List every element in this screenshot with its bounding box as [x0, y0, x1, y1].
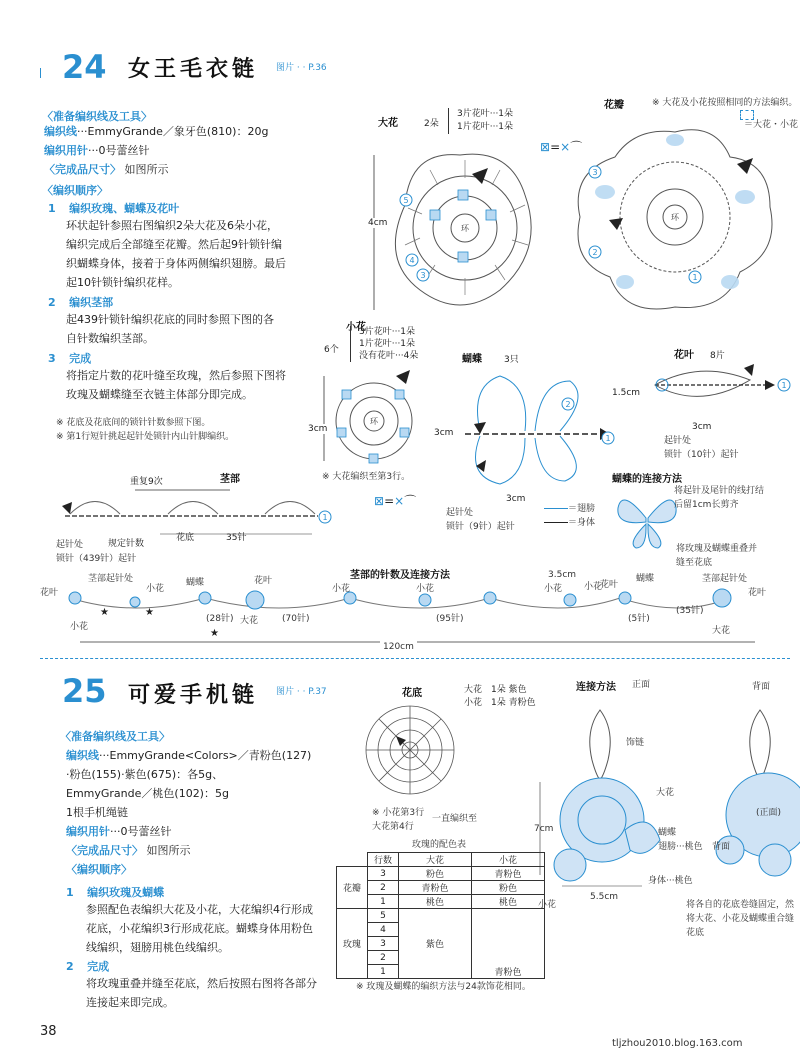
note-line: 1片花叶···1朵	[359, 339, 416, 349]
legend-swatch	[740, 110, 754, 120]
svg-text:1: 1	[605, 434, 611, 443]
text-line: 将指定片数的花叶缝至玫瑰，然后参照下图将	[66, 369, 286, 382]
base-diagram	[360, 700, 460, 800]
table-cell: 紫色	[399, 909, 472, 979]
text-line: 起439针锁针编织花底的同时参照下图的各	[66, 313, 274, 326]
base-note	[372, 806, 424, 834]
connect-line: 将起针及尾针的线打结	[674, 486, 765, 496]
start-count: 锁针（10针）起针	[664, 450, 739, 460]
stem-fixed: 规定针数	[108, 539, 145, 549]
step-title: 编织玫瑰及蝴蝶	[87, 886, 165, 899]
start-label: 起针处	[664, 436, 692, 446]
table-cell: 1	[368, 965, 399, 979]
section-24-number: 24	[62, 48, 107, 86]
petal-title: 花瓣	[604, 100, 624, 111]
connect-title: 蝴蝶的连接方法	[612, 474, 682, 485]
table-cell: 青粉色	[472, 867, 545, 881]
map-label-small: 小花	[584, 582, 603, 592]
notes-24	[56, 416, 234, 444]
big-flower-diagram	[360, 130, 550, 315]
legend-wing: ＝翅膀	[568, 504, 596, 514]
step-2	[48, 294, 113, 310]
title-marker	[40, 68, 45, 78]
size-label: 〈完成品尺寸〉	[44, 163, 121, 176]
step-1	[48, 200, 179, 216]
size-value: 如图所示	[124, 163, 169, 176]
start-label: 起针处	[446, 508, 474, 518]
note-line: 3片花叶···1朵	[359, 327, 416, 337]
label-small: 小花	[538, 900, 557, 910]
text-line: 将玫瑰重叠并缝至花底，然后按照右图将各部分	[86, 977, 317, 990]
note-line: 3片花叶···1朵	[457, 109, 514, 119]
svg-text:4: 4	[409, 256, 415, 265]
butterfly-width: 3cm	[506, 494, 526, 504]
map-label-leaf: 花叶	[600, 580, 619, 590]
note-line: 1片花叶···1朵	[457, 122, 514, 132]
connect-line: 缝至花底	[676, 558, 713, 568]
text-line: 连接起来即完成。	[86, 996, 174, 1009]
svg-text:1: 1	[322, 513, 328, 522]
small-flower-title: 小花	[346, 322, 366, 333]
step-1-text	[66, 216, 316, 292]
map-label-small: 小花	[416, 584, 435, 594]
map-label-leaf: 花叶	[254, 576, 273, 586]
label-back-inner: 背面	[712, 842, 731, 852]
section-divider	[40, 658, 790, 659]
yarn-value: ·粉色(155)·紫色(675)：各5g、	[66, 768, 224, 781]
map-total: 120cm	[380, 640, 417, 654]
connect-butterfly-icon	[612, 488, 682, 553]
note-line: 没有花叶···4朵	[359, 351, 419, 361]
step-3	[48, 350, 91, 366]
yarn-value: EmmyGrande／桃色(102)：5g	[66, 787, 229, 800]
leaf-diagram	[640, 360, 795, 420]
step-2-num: 2	[48, 296, 56, 309]
small-flower-note: ※ 大花编织至第3行。	[322, 472, 411, 482]
step-25-1	[66, 884, 164, 900]
base-big: 大花 1朵 紫色	[464, 685, 527, 695]
table-cell: 5	[368, 909, 399, 923]
leaf-width: 3cm	[692, 422, 712, 432]
map-label-butterfly: 蝴蝶	[186, 578, 205, 588]
step-25-1-text	[86, 900, 313, 957]
map-label-small: 小花	[332, 584, 351, 594]
section-25-photo-ref: 图片 · · P.37	[276, 687, 327, 697]
map-count: (95针)	[436, 614, 464, 624]
svg-text:2: 2	[592, 248, 598, 257]
map-label-small: 小花	[146, 584, 165, 594]
petal-diagram	[565, 112, 785, 322]
table-cell: 1	[368, 895, 399, 909]
small-flower-count: 6个	[324, 345, 339, 355]
step-title: 完成	[87, 960, 110, 973]
yarn-label: 编织线	[66, 749, 99, 762]
note-line: 将大花、小花及蝴蝶重合缝	[686, 914, 795, 924]
needle-label: 编织用针	[44, 144, 88, 157]
label-chain: 饰链	[626, 738, 645, 748]
table-cell: 桃色	[399, 895, 472, 909]
step-25-2	[66, 958, 109, 974]
svg-text:5: 5	[403, 196, 409, 205]
svg-text:★: ★	[145, 607, 154, 618]
map-label-big: 大花	[712, 626, 731, 636]
map-label-small: 小花	[544, 584, 563, 594]
map-label-leaf: 花叶	[40, 588, 59, 598]
text-line: 花底，小花编织3行形成花底。蝴蝶身体用粉色	[86, 922, 313, 935]
table-cell: 粉色	[472, 881, 545, 895]
start-label: 起针处	[56, 540, 84, 550]
small-flower-diagram	[312, 366, 432, 466]
map-label-big: 大花	[240, 616, 259, 626]
connect-text-1	[674, 484, 764, 512]
needle-label: 编织用针	[66, 825, 110, 838]
petal-legend: ＝大花・小花	[744, 120, 799, 130]
table-cell: 3	[368, 937, 399, 951]
map-label-dim: 3.5cm	[548, 570, 577, 580]
start-count: 锁针（439针）起针	[56, 554, 137, 564]
yarn-value: ···EmmyGrande<Colors>／青粉色(127)	[99, 749, 312, 762]
note-line: 花底	[686, 928, 705, 938]
label-big: 大花	[656, 788, 675, 798]
stem-title: 茎部	[220, 474, 240, 485]
page-number: 38	[40, 1024, 57, 1039]
stem-repeat: 重复9次	[130, 477, 163, 487]
step-3-text	[66, 366, 286, 404]
stem-map-title: 茎部的针数及连接方法	[350, 570, 450, 581]
assembly-title: 连接方法	[576, 682, 616, 693]
needle-value: ···0号蕾丝针	[110, 825, 172, 838]
text-line: 自针数编织茎部。	[66, 332, 154, 345]
svg-text:3: 3	[420, 271, 426, 280]
svg-text:1: 1	[781, 381, 787, 390]
yarn-value: ···EmmyGrande／象牙色(810)：20g	[77, 125, 269, 138]
butterfly-diagram	[440, 366, 620, 496]
svg-text:2: 2	[565, 400, 571, 409]
table-cell: 青粉色	[472, 909, 545, 979]
label-wing: 翅膀···桃色	[658, 842, 703, 852]
size-line	[44, 160, 169, 179]
stem-base: 花底	[176, 533, 195, 543]
table-cell: 2	[368, 881, 399, 895]
connect-line: 后留1cm长剪齐	[674, 500, 739, 510]
table-header: 小花	[472, 853, 545, 867]
table-header: 大花	[399, 853, 472, 867]
leaf-count: 8片	[710, 351, 725, 361]
assembly-front: 正面	[632, 680, 651, 690]
table-group: 玫瑰	[337, 909, 368, 979]
svg-text:★: ★	[100, 607, 109, 618]
table-group: 花瓣	[337, 867, 368, 909]
table-cell: 青粉色	[399, 881, 472, 895]
svg-text:★: ★	[210, 628, 219, 639]
note-line: ※ 第1行短针挑起起针处锁针内山针脚编织。	[56, 432, 235, 442]
base-colors	[464, 684, 536, 710]
table-cell: 4	[368, 923, 399, 937]
map-label-small: 小花	[70, 622, 89, 632]
text-line: 参照配色表编织大花及小花，大花编织4行形成	[86, 903, 313, 916]
small-flower-size: 3cm	[308, 424, 328, 434]
prep-heading: 〈准备编织线及工具〉	[42, 110, 152, 123]
note-line: 大花第4行	[372, 822, 414, 832]
table-cell: 桃色	[472, 895, 545, 909]
strap-line: 1根手机绳链	[66, 806, 128, 819]
step-25-2-text	[86, 974, 317, 1012]
steps-heading: 〈编织顺序〉	[42, 184, 108, 197]
label-width: 5.5cm	[590, 892, 619, 902]
table-cell: 粉色	[399, 867, 472, 881]
step-3-title: 完成	[69, 352, 92, 365]
map-label-leaf: 花叶	[748, 588, 767, 598]
prep-heading-25: 〈准备编织线及工具〉	[60, 730, 170, 743]
label-height: 7cm	[534, 824, 554, 834]
label-front-inner: (正面)	[756, 808, 782, 818]
butterfly-height: 3cm	[434, 428, 454, 438]
small-flower-notes	[350, 326, 418, 362]
svg-text:环: 环	[671, 213, 679, 222]
symbol-equals: ⊠=×⌒	[540, 140, 583, 154]
yarn-line	[44, 122, 268, 141]
text-line: 玫瑰及蝴蝶缝至衣链主体部分即完成。	[66, 388, 253, 401]
note-line: 将各自的花底卷缝固定，然	[686, 900, 795, 910]
section-25-number: 25	[62, 672, 107, 710]
map-count: (28针)	[206, 614, 234, 624]
base-note-3: 一直编织至	[432, 814, 478, 824]
table-note: ※ 玫瑰及蝴蝶的编织方法与24款饰花相同。	[356, 982, 531, 992]
big-flower-count: 2朵	[424, 119, 439, 129]
base-small: 小花 1朵 青粉色	[464, 698, 536, 708]
wing-swatch	[544, 508, 568, 509]
map-count: (70针)	[282, 614, 310, 624]
step-num: 1	[66, 886, 74, 899]
step-3-num: 3	[48, 352, 56, 365]
yarn-25	[66, 746, 311, 879]
leaf-title: 花叶	[674, 350, 694, 361]
step-1-title: 编织玫瑰、蝴蝶及花叶	[69, 202, 180, 215]
connect-line: 将玫瑰及蝴蝶重叠并	[676, 544, 758, 554]
legend-body: ＝身体	[568, 518, 596, 528]
text-line: 起10针锁针编织花样。	[66, 276, 179, 289]
steps-heading-25: 〈编织顺序〉	[66, 863, 132, 876]
butterfly-start	[446, 506, 515, 534]
svg-text:环: 环	[461, 224, 469, 233]
svg-text:3: 3	[592, 168, 598, 177]
base-title: 花底	[402, 688, 422, 699]
table-cell: 2	[368, 951, 399, 965]
size-value: 如图所示	[146, 844, 191, 857]
butterfly-title: 蝴蝶	[462, 354, 482, 365]
text-line: 环状起针参照右图编织2朵大花及6朵小花，	[66, 219, 278, 232]
map-count: (5针)	[628, 614, 650, 624]
stem-diagram	[50, 484, 340, 544]
note-line: ※ 小花第3行	[372, 808, 425, 818]
step-num: 2	[66, 960, 74, 973]
map-label-butterfly: 蝴蝶	[636, 574, 655, 584]
section-24-photo-ref: 图片 · · P.36	[276, 63, 327, 73]
table-cell: 3	[368, 867, 399, 881]
big-flower-size: 4cm	[368, 218, 388, 228]
svg-text:1: 1	[692, 273, 698, 282]
map-count: (35针)	[676, 606, 704, 616]
text-line: 织蝴蝶身体，接着于身体两侧编织翅膀。最后	[66, 257, 286, 270]
leaf-height: 1.5cm	[612, 388, 641, 398]
butterfly-count: 3只	[504, 355, 519, 365]
stem-count35: 35针	[226, 533, 247, 543]
petal-note: ※ 大花及小花按照相同的方法编织。	[652, 98, 798, 108]
assembly-note	[686, 898, 794, 940]
table-title: 玫瑰的配色表	[412, 840, 467, 850]
watermark: tljzhou2010.blog.163.com	[612, 1038, 743, 1049]
assembly-back: 背面	[752, 682, 771, 692]
big-flower-title: 大花	[378, 118, 398, 129]
map-label-start: 茎部起针处	[702, 574, 748, 584]
label-body: 身体···桃色	[648, 876, 693, 886]
svg-text:环: 环	[370, 417, 378, 426]
symbol-equals-2: ⊠=×⌒	[374, 494, 417, 508]
needle-line	[44, 141, 150, 160]
step-2-title: 编织茎部	[69, 296, 114, 309]
step-2-text	[66, 310, 274, 348]
section-24-title: 女王毛衣链	[128, 57, 259, 82]
note-line: ※ 花底及花底间的锁针针数参照下图。	[56, 418, 211, 428]
color-table	[336, 852, 545, 979]
stem-start	[56, 538, 136, 566]
label-butterfly: 蝴蝶	[658, 828, 677, 838]
needle-value: ···0号蕾丝针	[88, 144, 150, 157]
step-1-num: 1	[48, 202, 56, 215]
map-label-start: 茎部起针处	[88, 574, 134, 584]
connect-text-2	[676, 542, 757, 570]
text-line: 编织完成后全部缝至花瓣。然后起9针锁针编	[66, 238, 282, 251]
table-header: 行数	[368, 853, 399, 867]
yarn-label: 编织线	[44, 125, 77, 138]
section-25-title: 可爱手机链	[128, 683, 259, 708]
start-count: 锁针（9针）起针	[446, 522, 515, 532]
size-label: 〈完成品尺寸〉	[66, 844, 143, 857]
butterfly-legend	[544, 502, 595, 530]
text-line: 线编织，翅膀用桃色线编织。	[86, 941, 229, 954]
leaf-start	[664, 434, 738, 462]
body-swatch	[544, 522, 568, 523]
